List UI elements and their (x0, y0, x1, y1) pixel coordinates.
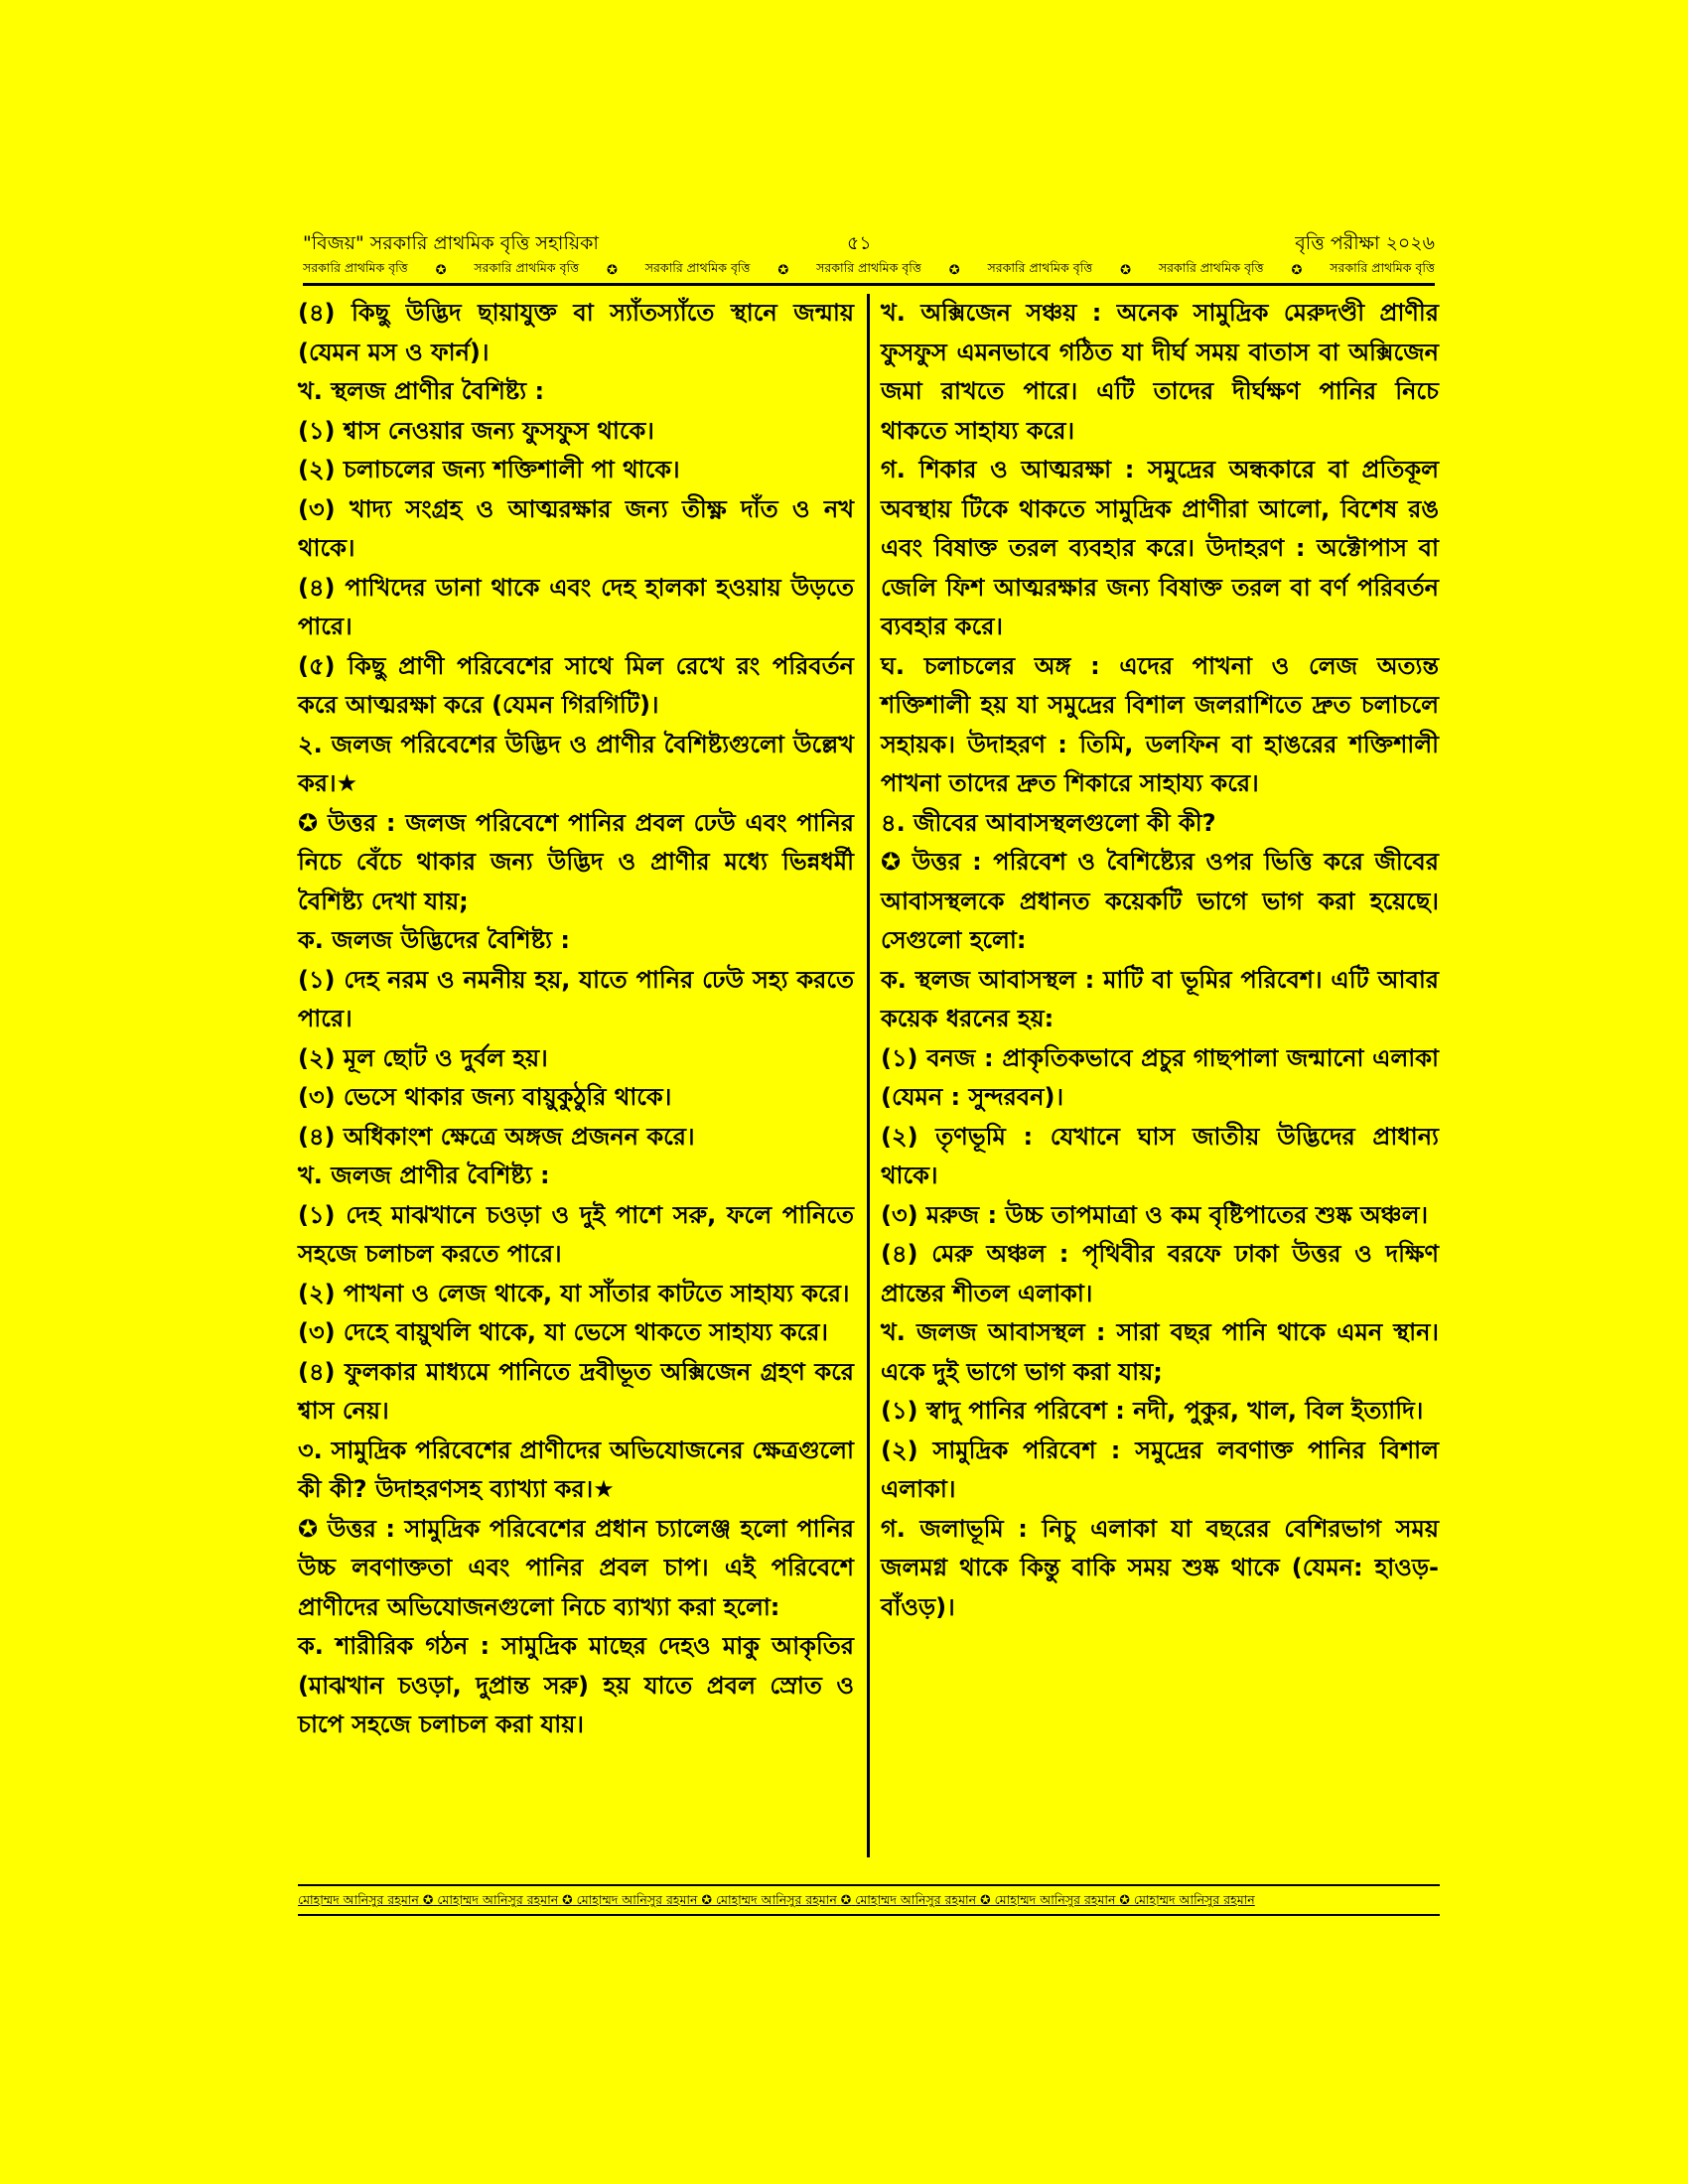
star-icon: ✪ (1291, 262, 1303, 278)
book-title: "বিজয়" সরকারি প্রাথমিক বৃত্তি সহায়িকা (303, 232, 599, 254)
paragraph: ক. স্থলজ আবাসস্থল : মাটি বা ভূমির পরিবেশ। এটি আবার কয়েক ধরনের হয়: (881, 965, 1439, 1032)
left-column (298, 294, 854, 1745)
paragraph: ক. শারীরিক গঠন : সামুদ্রিক মাছের দেহও মাকু আকৃতির (মাঝখান চওড়া, দুপ্রান্ত সরু) হয় যাতে প্রবল স্রোত ও চাপে সহজে চলাচল করা যায়। (298, 1632, 854, 1738)
footer-rule (298, 1914, 1440, 1916)
paragraph: (৪) মেরু অঞ্চল : পৃথিবীর বরফে ঢাকা উত্তর ও দক্ষিণ প্রান্তের শীতল এলাকা। (881, 1240, 1439, 1307)
header-rule (303, 283, 1435, 286)
author-name: মোহাম্মদ আনিসুর রহমান (298, 1892, 419, 1907)
paragraph: (৩) খাদ্য সংগ্রহ ও আত্মরক্ষার জন্য তীক্ষ্ণ দাঁত ও নখ থাকে। (298, 494, 854, 562)
paragraph: (৩) দেহে বায়ুথলি থাকে, যা ভেসে থাকতে সাহায্য করে। (298, 1318, 829, 1346)
star-icon: ✪ (562, 1892, 573, 1907)
column-divider (867, 294, 870, 1857)
author-name: মোহাম্মদ আনিসুর রহমান (855, 1892, 977, 1907)
paragraph: ক. জলজ উদ্ভিদের বৈশিষ্ট্য : (298, 926, 570, 954)
strip-label: সরকারি প্রাথমিক বৃত্তি (1330, 260, 1435, 275)
strip-label: সরকারি প্রাথমিক বৃত্তি (474, 260, 580, 275)
author-name: মোহাম্মদ আনিসুর রহমান (576, 1892, 698, 1907)
star-icon: ✪ (1119, 1892, 1130, 1907)
paragraph: (৪) অধিকাংশ ক্ষেত্রে অঙ্গজ প্রজনন করে। (298, 1122, 695, 1151)
answer: ✪ উত্তর : পরিবেশ ও বৈশিষ্ট্যের ওপর ভিত্তি করে জীবের আবাসস্থলকে প্রধানত কয়েকটি ভাগে ভাগ করা হয়েছে। সেগুলো হলো: (881, 848, 1439, 954)
strip-label: সরকারি প্রাথমিক বৃত্তি (303, 260, 408, 275)
star-icon: ✪ (980, 1892, 991, 1907)
star-icon: ✪ (840, 1892, 852, 1907)
strip-label: সরকারি প্রাথমিক বৃত্তি (644, 260, 751, 275)
paragraph: (১) দেহ নরম ও নমনীয় হয়, যাতে পানির ঢেউ সহ্য করতে পারে। (298, 965, 854, 1032)
strip-label: সরকারি প্রাথমিক বৃত্তি (987, 260, 1093, 275)
star-icon: ✪ (701, 1892, 712, 1907)
exam-title: বৃত্তি পরীক্ষা ২০২৬ (1295, 232, 1435, 254)
strip-label: সরকারি প্রাথমিক বৃত্তি (1158, 260, 1264, 275)
star-icon: ✪ (948, 262, 960, 278)
answer: ✪ উত্তর : জলজ পরিবেশে পানির প্রবল ঢেউ এবং পানির নিচে বেঁচে থাকার জন্য উদ্ভিদ ও প্রাণীর মধ্যে ভিন্নধর্মী বৈশিষ্ট্য দেখা যায়; (298, 808, 854, 915)
paragraph: খ. জলজ আবাসস্থল : সারা বছর পানি থাকে এমন স্থান। একে দুই ভাগে ভাগ করা যায়; (881, 1318, 1439, 1386)
strip-label: সরকারি প্রাথমিক বৃত্তি (816, 260, 921, 275)
star-icon: ✪ (1120, 262, 1131, 278)
paragraph: (৪) ফুলকার মাধ্যমে পানিতে দ্রবীভূত অক্সিজেন গ্রহণ করে শ্বাস নেয়। (298, 1357, 854, 1425)
paragraph: গ. জলাভূমি : নিচু এলাকা যা বছরের বেশিরভাগ সময় জলমগ্ন থাকে কিন্তু বাকি সময় শুষ্ক থাকে (যেমন: হাওড়-বাঁওড়)। (881, 1514, 1439, 1621)
page-footer (298, 1889, 1440, 1911)
header-strip (303, 259, 1435, 281)
paragraph: (৫) কিছু প্রাণী পরিবেশের সাথে মিল রেখে রং পরিবর্তন করে আত্মরক্ষা করে (যেমন গিরগিটি)। (298, 651, 854, 719)
paragraph: ঘ. চলাচলের অঙ্গ : এদের পাখনা ও লেজ অত্যন্ত শক্তিশালী হয় যা সমুদ্রের বিশাল জলরাশিতে দ্রুত চলাচলে সহায়ক। উদাহরণ : তিমি, ডলফিন বা হাঙরের শক্তিশালী পাখনা তাদের দ্রুত শিকারে সাহায্য করে। (881, 651, 1439, 797)
paragraph: খ. স্থলজ প্রাণীর বৈশিষ্ট্য : (298, 377, 545, 405)
paragraph: খ. জলজ প্রাণীর বৈশিষ্ট্য : (298, 1161, 550, 1189)
star-icon: ✪ (422, 1892, 434, 1907)
star-icon: ✪ (777, 262, 789, 278)
answer: ✪ উত্তর : সামুদ্রিক পরিবেশের প্রধান চ্যালেঞ্জ হলো পানির উচ্চ লবণাক্ততা এবং পানির প্রবল চাপ। এই পরিবেশে প্রাণীদের অভিযোজনগুলো নিচে ব্যাখ্যা করা হলো: (298, 1514, 854, 1621)
paragraph: (১) স্বাদু পানির পরিবেশ : নদী, পুকুর, খাল, বিল ইত্যাদি। (881, 1397, 1424, 1425)
paragraph: (১) দেহ মাঝখানে চওড়া ও দুই পাশে সরু, ফলে পানিতে সহজে চলাচল করতে পারে। (298, 1200, 854, 1268)
right-column (881, 294, 1439, 1627)
star-icon: ✪ (606, 262, 618, 278)
question: ৪. জীবের আবাসস্থলগুলো কী কী? (881, 808, 1216, 837)
page-number: ৫১ (847, 232, 872, 254)
paragraph: (২) পাখনা ও লেজ থাকে, যা সাঁতার কাটতে সাহায্য করে। (298, 1279, 850, 1307)
paragraph: খ. অক্সিজেন সঞ্চয় : অনেক সামুদ্রিক মেরুদণ্ডী প্রাণীর ফুসফুস এমনভাবে গঠিত যা দীর্ঘ সময় বাতাস বা অক্সিজেন জমা রাখতে পারে। এটি তাদের দীর্ঘক্ষণ পানির নিচে থাকতে সাহায্য করে। (881, 299, 1439, 445)
paragraph: (১) বনজ : প্রাকৃতিকভাবে প্রচুর গাছপালা জন্মানো এলাকা (যেমন : সুন্দরবন)। (881, 1043, 1439, 1111)
paragraph: (৪) পাখিদের ডানা থাকে এবং দেহ হালকা হওয়ায় উড়তে পারে। (298, 573, 854, 640)
author-name: মোহাম্মদ আনিসুর রহমান (1133, 1892, 1255, 1907)
author-name: মোহাম্মদ আনিসুর রহমান (994, 1892, 1116, 1907)
question: ৩. সামুদ্রিক পরিবেশের প্রাণীদের অভিযোজনের ক্ষেত্রগুলো কী কী? উদাহরণসহ ব্যাখ্যা কর।★ (298, 1435, 854, 1503)
paragraph: (১) শ্বাস নেওয়ার জন্য ফুসফুস থাকে। (298, 416, 654, 445)
paragraph: গ. শিকার ও আত্মরক্ষা : সমুদ্রের অন্ধকারে বা প্রতিকূল অবস্থায় টিকে থাকতে সামুদ্রিক প্রাণীরা আলো, বিশেষ রঙ এবং বিষাক্ত তরল ব্যবহার করে। উদাহরণ : অক্টোপাস বা জেলি ফিশ আত্মরক্ষার জন্য বিষাক্ত তরল বা বর্ণ পরিবর্তন ব্যবহার করে। (881, 456, 1439, 640)
author-name: মোহাম্মদ আনিসুর রহমান (715, 1892, 837, 1907)
paragraph: (৩) মরুজ : উচ্চ তাপমাত্রা ও কম বৃষ্টিপাতের শুষ্ক অঞ্চল। (881, 1200, 1429, 1229)
footer-rule (298, 1884, 1440, 1886)
paragraph: (২) চলাচলের জন্য শক্তিশালী পা থাকে। (298, 456, 680, 483)
paragraph: (৩) ভেসে থাকার জন্য বায়ুকুঠুরি থাকে। (298, 1083, 672, 1111)
paragraph: (২) মূল ছোট ও দুর্বল হয়। (298, 1043, 548, 1072)
paragraph: (৪) কিছু উদ্ভিদ ছায়াযুক্ত বা স্যাঁতস্যাঁতে স্থানে জন্মায় (যেমন মস ও ফার্ন)। (298, 299, 854, 366)
author-name: মোহাম্মদ আনিসুর রহমান (437, 1892, 559, 1907)
question: ২. জলজ পরিবেশের উদ্ভিদ ও প্রাণীর বৈশিষ্ট্যগুলো উল্লেখ কর।★ (298, 730, 854, 797)
paragraph: (২) তৃণভূমি : যেখানে ঘাস জাতীয় উদ্ভিদের প্রাধান্য থাকে। (881, 1122, 1439, 1189)
star-icon: ✪ (435, 262, 447, 278)
page-header (303, 230, 1435, 256)
paragraph: (২) সামুদ্রিক পরিবেশ : সমুদ্রের লবণাক্ত পানির বিশাল এলাকা। (881, 1435, 1439, 1503)
